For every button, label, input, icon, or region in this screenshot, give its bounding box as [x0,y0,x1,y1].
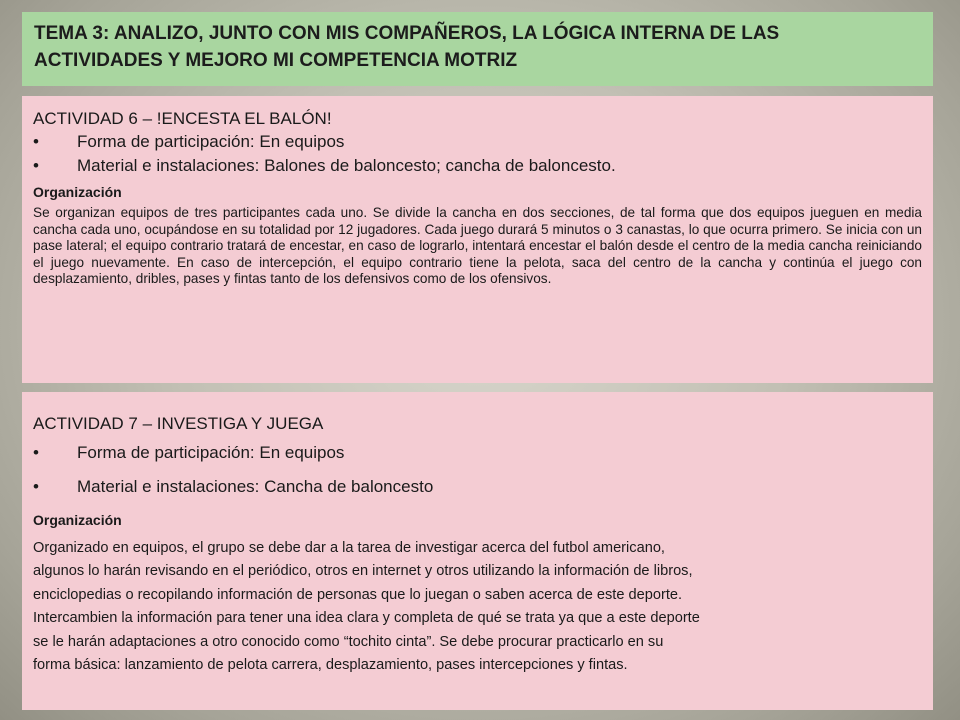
bullet-icon: • [33,443,39,462]
slide-title-box [22,12,933,86]
activity-6-heading: ACTIVIDAD 6 – !ENCESTA EL BALÓN! [33,109,332,128]
activity-6-organization-label: Organización [33,184,122,200]
activity-6-material-item [33,154,922,178]
bullet-icon: • [33,156,39,175]
activity-6-participation-text: Forma de participación: En equipos [77,132,345,151]
activity-7-organization-line: se le harán adaptaciones a otro conocido como “tochito cinta”. Se debe procurar practicarlo en su [33,633,664,650]
activity-7-organization-text [33,537,922,677]
activity-6-material-text: Material e instalaciones: Balones de baloncesto; cancha de baloncesto. [77,156,616,175]
activity-7-card [22,392,933,710]
activity-7-organization-line: forma básica: lanzamiento de pelota carrera, desplazamiento, pases intercepciones y fintas. [33,657,628,674]
activity-7-heading: ACTIVIDAD 7 – INVESTIGA Y JUEGA [33,414,324,433]
activity-6-participation-item [33,130,922,154]
activity-7-organization-label: Organización [33,512,122,528]
activity-7-organization-line: algunos lo harán revisando en el periódico, otros en internet y otros utilizando la información de libros, [33,563,693,580]
bullet-icon: • [33,132,39,151]
activity-7-participation-text: Forma de participación: En equipos [77,443,345,462]
activity-7-organization-line: Intercambien la información para tener una idea clara y completa de qué se trata ya que a este deporte [33,610,700,627]
activity-7-material-item [33,470,922,504]
activity-7-material-text: Material e instalaciones: Cancha de baloncesto [77,477,434,496]
bullet-icon: • [33,477,39,496]
activity-7-organization-line: enciclopedias o recopilando información de personas que lo juegan o saben acerca de este deporte. [33,586,683,603]
activity-6-organization-text: Se organizan equipos de tres participantes cada uno. Se divide la cancha en dos secciones, de tal forma que dos equipos jueguen en media cancha cada uno, ocupándose en su totalidad por 12 jugadores. Cada juego durará 5 minutos o 3 canastas, lo que ocurra primero. Se inicia con un pase lateral; el equipo contrario tratará de encestar, en caso de lograrlo, intentará encestar el balón desde el centro de la media cancha reiniciando el juego nuevamente. En caso de intercepción, el equipo contrario tiene la pelota, saca del centro de la cancha y continúa el juego con desplazamiento, dribles, pases y fintas tanto de los defensivos como de los ofensivos. [33,205,922,287]
activity-7-organization-line: Organizado en equipos, el grupo se debe dar a la tarea de investigar acerca del futbol americano, [33,540,665,556]
activity-6-card [22,96,933,383]
activity-7-participation-item [33,436,922,470]
slide-title-line-2: ACTIVIDADES Y MEJORO MI COMPETENCIA MOTRIZ [34,50,518,71]
slide-title-line-1: TEMA 3: ANALIZO, JUNTO CON MIS COMPAÑEROS, LA LÓGICA INTERNA DE LAS [34,23,780,44]
